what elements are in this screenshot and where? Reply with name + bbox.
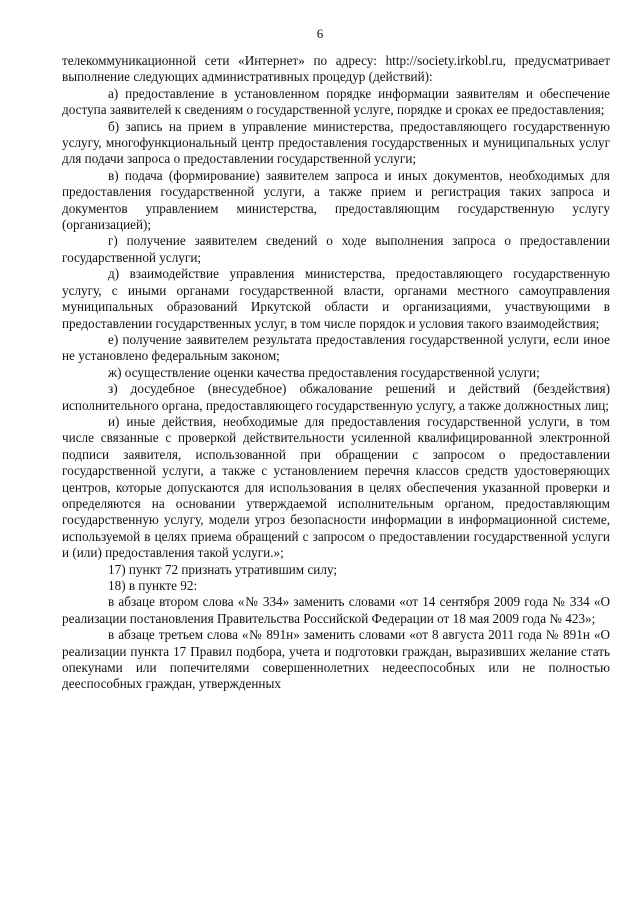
- paragraph-abzac-2: в абзаце втором слова «№ 334» заменить словами «от 14 сентября 2009 года № 334 «О реализации постановления Правительства Российской Федерации от 18 мая 2009 года № 423»;: [62, 594, 610, 626]
- paragraph-abzac-3: в абзаце третьем слова «№ 891н» заменить словами «от 8 августа 2011 года № 891н «О реализации пункта 17 Правил подбора, учета и подготовки граждан, выразивших желание стать опекунами или попечителями совершеннолетних недееспособных или не полностью дееспособных граждан, утвержденных: [62, 627, 610, 692]
- paragraph-item-zh: ж) осуществление оценки качества предоставления государственной услуги;: [108, 364, 540, 380]
- paragraph-item-v: в) подача (формирование) заявителем запроса и иных документов, необходимых для предоставления государственной услуги, а также прием и регистрация таких запроса и документов управлением министерства, предоставляющим государственную услугу (организацией);: [62, 167, 610, 233]
- paragraph-item-z: з) досудебное (внесудебное) обжалование решений и действий (бездействия) исполнительного органа, предоставляющего государственную услугу, а также должностных лиц;: [62, 381, 610, 413]
- paragraph-item-b: б) запись на прием в управление министерства, предоставляющего государственную услугу, многофункциональный центр предоставления государственных и муниципальных услуг для подачи запроса о предоставлении государственной услуги;: [62, 118, 610, 167]
- paragraph-item-a: а) предоставление в установленном порядке информации заявителям и обеспечение доступа заявителей к сведениям о государственной услуге, порядке и сроках ее предоставления;: [62, 85, 610, 118]
- paragraph-intro: телекоммуникационной сети «Интернет» по адресу: http://society.irkobl.ru, предусматривает выполнение следующих административных процедур (действий):: [62, 53, 610, 85]
- paragraph-item-g: г) получение заявителем сведений о ходе выполнения запроса о предоставлении государственной услуги;: [62, 233, 610, 265]
- document-body: [62, 53, 610, 693]
- paragraph-item-d: д) взаимодействие управления министерства, предоставляющего государственную услугу, с иными органами государственной власти, органами местного самоуправления муниципальных образований Иркутской области и организациями, участвующими в предоставлении государственных услуг, в том числе порядок и условия такого взаимодействия;: [62, 266, 610, 331]
- paragraph-point-17: 17) пункт 72 признать утратившим силу;: [108, 561, 338, 577]
- page-number: 6: [316, 26, 324, 41]
- paragraph-item-e: е) получение заявителем результата предоставления государственной услуги, если иное не установлено федеральным законом;: [62, 331, 610, 364]
- paragraph-point-18: 18) в пункте 92:: [108, 578, 198, 593]
- paragraph-item-i: и) иные действия, необходимые для предоставления государственной услуги, в том числе связанные с проверкой действительности усиленной квалифицированной электронной подписи заявителя, использованной при обращении с запросом о предоставлении государственной услуги, а также с установлением перечня классов средств удостоверяющих центров, которые допускаются для использования в целях обеспечения указанной проверки и определяются на основании утверждаемой исполнительным органом, предоставляющим государственную услугу, модели угроз безопасности информации в информационной системе, используемой в целях приема обращений с запросом о предоставлении государственной услуги и (или) предоставления такой услуги.»;: [62, 413, 610, 561]
